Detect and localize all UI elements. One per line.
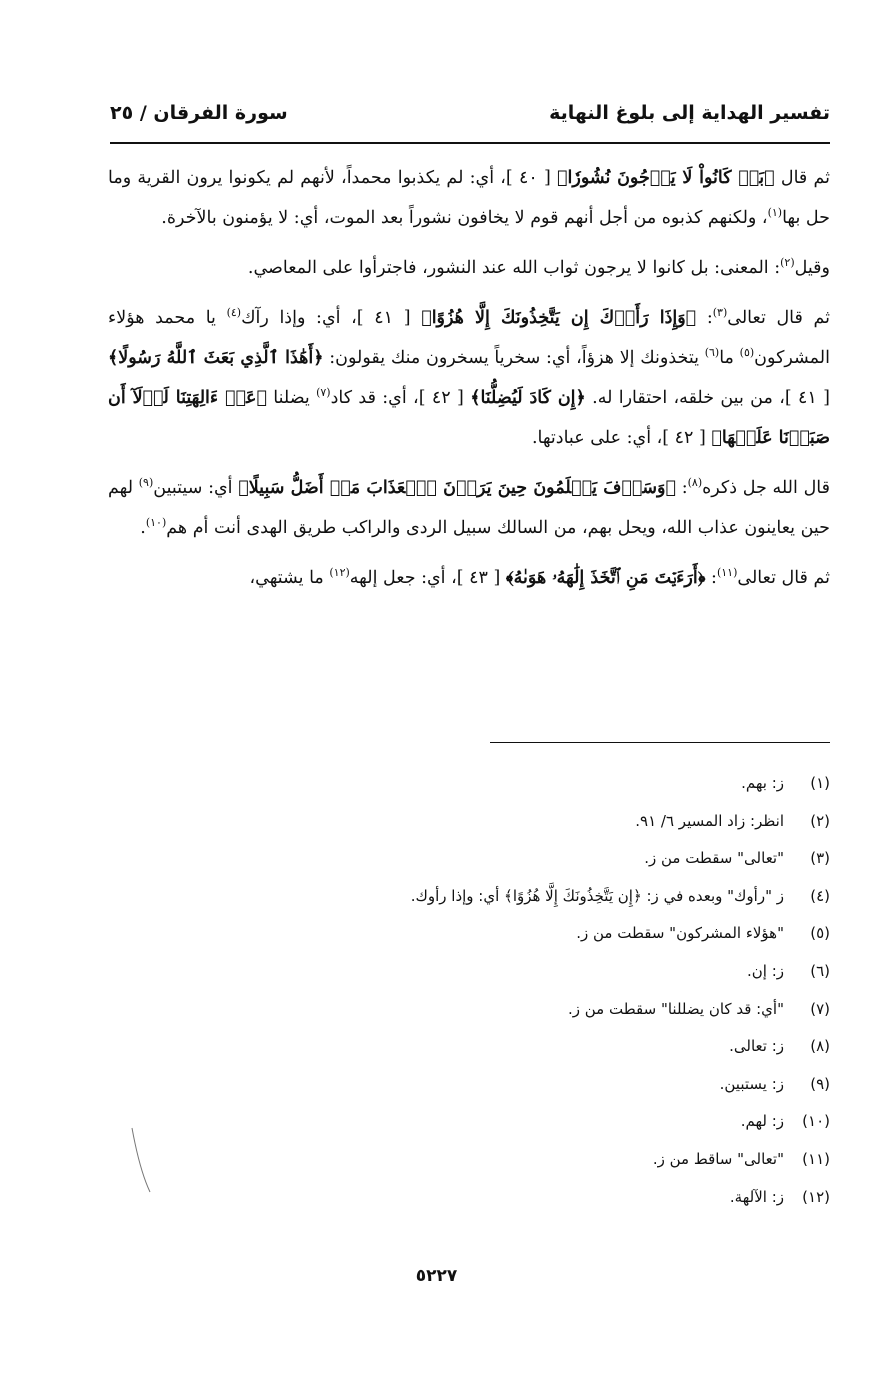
running-header (110, 98, 830, 138)
text-run: [ ٤٢ ]، أي: قد كاد (330, 388, 471, 408)
footnote (300, 1141, 830, 1179)
footnote-text: ز "رأوك" وبعده في ز: ﴿إِن يَتَّخِذُونَكَ إِلَّا هُزُوًا﴾ أي: وإذا رأوك. (410, 886, 784, 905)
paragraph (108, 248, 830, 288)
footnote-number: (٦) (810, 961, 830, 980)
text-run: [ ٤٣ ]، أي: جعل إلهه (349, 568, 506, 588)
footnote-ref: (٢) (780, 256, 795, 270)
text-run: ، ولكنهم كذبوه من أجل أنهم قوم لا يخافون نشوراً بعد الموت، أي: لا يؤمنون بالآخرة. (161, 208, 768, 228)
footnote (300, 1066, 830, 1104)
text-run: : المعنى: بل كانوا لا يرجون ثواب الله عند النشور، فاجترأوا على المعاصي. (247, 258, 781, 278)
footnote-text: انظر: زاد المسير ٦/ ٩١. (635, 811, 784, 830)
text-run: : (676, 478, 688, 498)
text-run: [ ٤١ ]، من بين خلقه، احتقارا له. (585, 388, 830, 408)
footnote (300, 991, 830, 1029)
footnote-text: ز: تعالى. (729, 1037, 784, 1056)
footnote-number: (٩) (810, 1074, 830, 1093)
footnote (300, 1103, 830, 1141)
page-number: ٥٢٢٧ (415, 1266, 458, 1286)
footnote (300, 765, 830, 803)
text-run: ما يشتهي، (249, 568, 330, 588)
text-run: ثم قال تعالى (727, 308, 831, 328)
paragraph (108, 468, 830, 548)
footnotes (300, 765, 830, 1216)
footnote-number: (٨) (810, 1037, 830, 1056)
pencil-mark (120, 1120, 160, 1200)
text-run: يا محمد هؤلاء المشركون (108, 308, 830, 368)
quran-verse: ﴿بَلۡ كَانُواْ لَا يَرۡجُونَ نُشُورٗا﴾ (557, 168, 775, 188)
footnote-ref: (٦) (704, 346, 720, 360)
text-run: [ ٤٠ ]، أي: لم يكذبوا محمداً، لأنهم لم يكونوا يرون القرية وما حل بها (108, 168, 830, 228)
text-run: قال الله جل ذكره (702, 478, 830, 498)
footnote-ref: (٨) (687, 476, 703, 490)
quran-verse: ﴿عَنۡ ءَالِهَتِنَا لَوۡلَآ أَن صَبَرۡنَا عَلَيۡهَا﴾ (108, 388, 830, 448)
header-divider (110, 142, 830, 144)
footnote-text: "تعالى" سقطت من ز. (644, 849, 784, 868)
footnote (300, 878, 830, 916)
text-run: : (696, 308, 713, 328)
footnote-text: "أي: قد كان يضللنا" سقطت من ز. (567, 999, 784, 1018)
quran-verse: ﴿أَرَءَيۡتَ مَنِ ٱتَّخَذَ إِلَٰهَهُۥ هَوَىٰهُ﴾ (505, 568, 706, 588)
book-title: تفسير الهداية إلى بلوغ النهاية (549, 102, 830, 124)
text-run: يتخذونك إلا هزؤاً، أي: سخرياً يسخرون منك يقولون: (323, 348, 705, 368)
footnote-number: (٢) (810, 811, 830, 830)
footnote-text: ز: لهم. (740, 1112, 784, 1131)
footnote-number: (٧) (810, 999, 830, 1018)
footnote-number: (٥) (810, 924, 830, 943)
footnote (300, 915, 830, 953)
footnote-text: ز: الآلهة. (729, 1187, 784, 1206)
footnote (300, 840, 830, 878)
text-run: : (705, 568, 717, 588)
footnote-number: (١٢) (802, 1187, 830, 1206)
footnote-ref: (١٢) (329, 566, 350, 580)
footnote-number: (٤) (810, 886, 830, 905)
surah-label: سورة الفرقان / ٢٥ (110, 102, 288, 124)
text-run: [ ٤٢ ]، أي: على عبادتها. (531, 428, 712, 448)
footnote-number: (٣) (810, 849, 830, 868)
footnote-ref: (١) (767, 206, 783, 220)
footnote-ref: (١١) (716, 566, 738, 580)
footnote-text: ز: إن. (746, 961, 784, 980)
footnote-ref: (٥) (739, 346, 755, 360)
text-run: . (140, 518, 146, 538)
text-run: ما (719, 348, 740, 368)
quran-verse: ﴿إِن كَادَ لَيُضِلُّنَا﴾ (470, 388, 586, 408)
footnote-text: "هؤلاء المشركون" سقطت من ز. (576, 924, 784, 943)
text-run: وقيل (794, 258, 830, 278)
footnote-divider (490, 742, 830, 743)
footnote-text: ز: يستبين. (719, 1074, 784, 1093)
footnote-number: (١٠) (802, 1112, 830, 1131)
text-run: ثم قال تعالى (737, 568, 830, 588)
paragraph (108, 558, 830, 598)
footnote-ref: (٣) (712, 306, 728, 320)
text-run: [ ٤١ ]، أي: وإذا رآك (241, 308, 422, 328)
paragraph (108, 158, 830, 238)
text-run: أي: سيتبين (153, 478, 239, 498)
footnote-ref: (٤) (226, 306, 242, 320)
footnote-number: (١) (810, 774, 830, 792)
footnote-text: ز: بهم. (741, 774, 784, 792)
quran-verse: ﴿وَإِذَا رَأَوۡكَ إِن يَتَّخِذُونَكَ إِلَّا هُزُوًا﴾ (421, 308, 697, 328)
footnote-ref: (٩) (138, 476, 154, 490)
text-run: لهم حين يعاينون عذاب الله، ويحل بهم، من السالك سبيل الردى والراكب طريق الهدى أنت أم هم (108, 478, 830, 538)
footnote (300, 1028, 830, 1066)
footnote-number: (١١) (802, 1149, 830, 1168)
text-run: ثم قال (774, 168, 830, 188)
footnote (300, 953, 830, 991)
quran-verse: ﴿وَسَوۡفَ يَعۡلَمُونَ حِينَ يَرَوۡنَ ٱلۡعَذَابَ مَنۡ أَضَلُّ سَبِيلًا﴾ (238, 478, 676, 498)
footnote-ref: (١٠) (145, 516, 167, 530)
footnote-ref: (٧) (316, 386, 331, 400)
footnote (300, 1179, 830, 1217)
paragraph (108, 298, 830, 458)
footnote (300, 803, 830, 841)
text-run: يضلنا (266, 388, 317, 408)
quran-verse: ﴿أَهَٰذَا ٱلَّذِي بَعَثَ ٱللَّهُ رَسُولًا﴾ (108, 348, 324, 368)
main-text (108, 158, 830, 608)
footnote-text: "تعالى" ساقط من ز. (652, 1149, 784, 1168)
